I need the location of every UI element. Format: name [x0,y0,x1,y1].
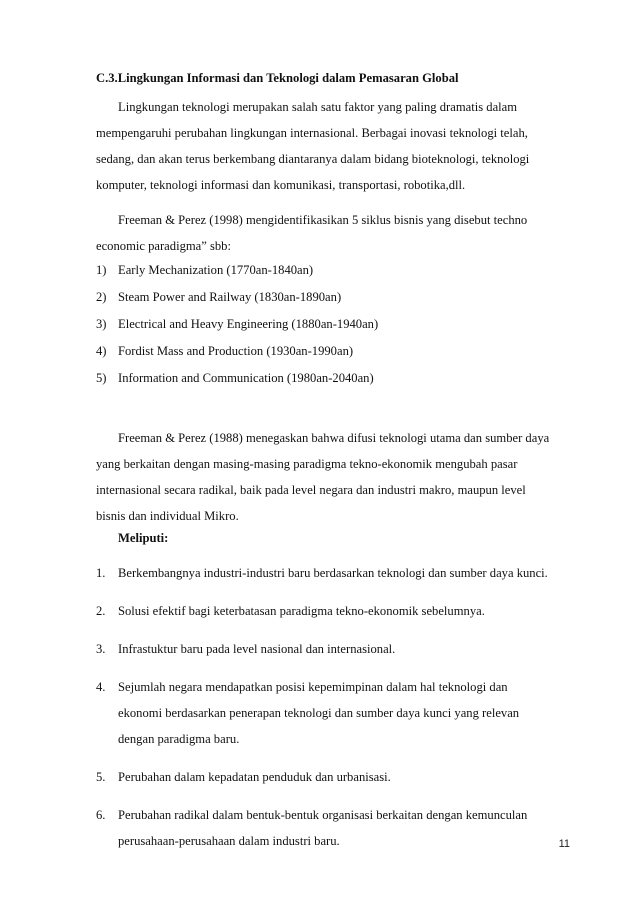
list-item [96,257,576,284]
paragraph-line: yang berkaitan dengan masing-masing paradigma tekno-ekonomik mengubah pasar [96,457,518,471]
paragraph-technology-environment [96,94,576,198]
list-item [96,636,576,662]
paragraph-line: internasional secara radikal, baik pada level negara dan industri makro, maupun level [96,483,526,497]
list-item [96,764,576,790]
list-item-number: 3) [96,317,107,331]
paragraph-line: Freeman & Perez (1988) menegaskan bahwa difusi teknologi utama dan sumber daya [118,431,550,445]
list-item-line: Berkembangnya industri-industri baru berdasarkan teknologi dan sumber daya kunci. [118,566,548,580]
list-item [96,560,576,586]
list-item [96,338,576,365]
list-item-line: Perubahan radikal dalam bentuk-bentuk organisasi berkaitan dengan kemunculan [118,808,528,822]
list-item-line: Perubahan dalam kepadatan penduduk dan urbanisasi. [118,770,391,784]
paragraph-diffusion [96,425,576,529]
list-item-number: 6. [96,808,106,822]
list-item-number: 5. [96,770,106,784]
paragraph-line: economic paradigma” sbb: [96,239,231,253]
list-item-number: 3. [96,642,106,656]
business-cycle-list [96,257,576,392]
list-item-line: Infrastuktur baru pada level nasional dan internasional. [118,642,396,656]
list-item-text: Early Mechanization (1770an-1840an) [118,263,314,277]
list-item-text: Steam Power and Railway (1830an-1890an) [118,290,342,304]
list-item-line: perusahaan-perusahaan dalam industri baru. [118,834,340,848]
meliputi-heading: Meliputi: [118,531,169,545]
list-item-number: 5) [96,371,107,385]
list-item-line: dengan paradigma baru. [118,732,240,746]
paragraph-line: Lingkungan teknologi merupakan salah satu faktor yang paling dramatis dalam [118,100,518,114]
page-number: 11 [558,838,570,850]
list-item-text: Information and Communication (1980an-2040an) [118,371,374,385]
paragraph-line: Freeman & Perez (1998) mengidentifikasikan 5 siklus bisnis yang disebut techno [118,213,528,227]
paragraph-line: mempengaruhi perubahan lingkungan internasional. Berbagai inovasi teknologi telah, [96,126,528,140]
list-item-number: 4) [96,344,107,358]
paragraph-line: komputer, teknologi informasi dan komunikasi, transportasi, robotika,dll. [96,178,466,192]
list-item [96,598,576,624]
paragraph-line: sedang, dan akan terus berkembang diantaranya dalam bidang bioteknologi, teknologi [96,152,530,166]
list-item-number: 2) [96,290,107,304]
list-item-text: Fordist Mass and Production (1930an-1990an) [118,344,354,358]
impact-list [96,560,576,866]
list-item-line: Solusi efektif bagi keterbatasan paradigma tekno-ekonomik sebelumnya. [118,604,485,618]
list-item [96,802,576,854]
paragraph-line: bisnis dan individual Mikro. [96,509,239,523]
list-item-number: 2. [96,604,106,618]
section-title: C.3.Lingkungan Informasi dan Teknologi dalam Pemasaran Global [96,71,459,85]
paragraph-freeman-perez-cycles [96,207,576,259]
list-item-line: ekonomi berdasarkan penerapan teknologi dan sumber daya kunci yang relevan [118,706,520,720]
list-item [96,674,576,752]
list-item-number: 1. [96,566,106,580]
list-item [96,284,576,311]
list-item-number: 1) [96,263,107,277]
list-item-line: Sejumlah negara mendapatkan posisi kepemimpinan dalam hal teknologi dan [118,680,508,694]
list-item [96,365,576,392]
list-item-number: 4. [96,680,106,694]
list-item [96,311,576,338]
list-item-text: Electrical and Heavy Engineering (1880an-1940an) [118,317,379,331]
